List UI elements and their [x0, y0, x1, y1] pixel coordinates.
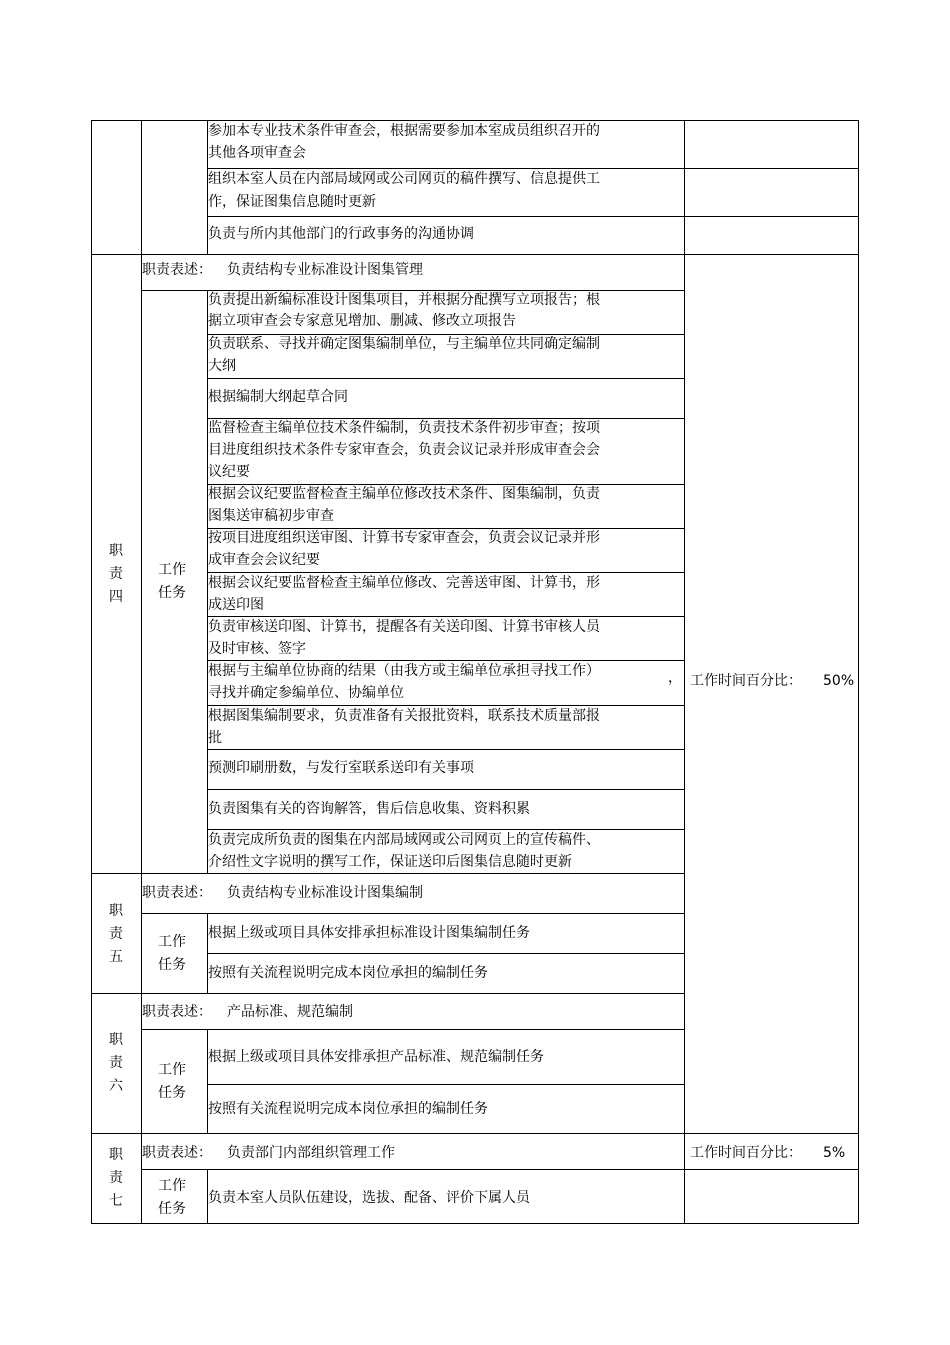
work-task-label: [152, 559, 192, 605]
task-line: 议纪要: [208, 464, 250, 480]
work-task-label: [152, 1059, 192, 1105]
time-percent-label: 工作时间百分比：: [690, 673, 802, 689]
time-percent-label: 工作时间百分比：: [690, 1145, 802, 1161]
task-line: 作，保证图集信息随时更新: [208, 194, 376, 210]
duty-label-char: 六: [109, 1078, 123, 1094]
task-line: 及时审核、签字: [208, 641, 306, 657]
grid-line: [207, 1084, 685, 1085]
work-task-label-line: 任务: [158, 1201, 186, 1217]
task-line: 寻找并确定参编单位、协编单位: [208, 685, 404, 701]
duty-label-char: 责: [109, 1055, 123, 1071]
task-line: 负责与所内其他部门的行政事务的沟通协调: [208, 226, 474, 242]
task-line: 负责本室人员队伍建设，选拔、配备、评价下属人员: [208, 1190, 530, 1206]
duty-label-char: 责: [109, 926, 123, 942]
task-line: 负责提出新编标准设计图集项目，并根据分配撰写立项报告；根: [208, 292, 600, 308]
task-line: 介绍性文字说明的撰写工作，保证送印后图集信息随时更新: [208, 854, 572, 870]
duty-label-char: 职: [109, 1032, 123, 1048]
duty-label: [101, 900, 131, 969]
task-line: 根据编制大纲起草合同: [208, 389, 348, 405]
grid-line: [141, 1169, 859, 1170]
task-line: 负责图集有关的咨询解答，售后信息收集、资料积累: [208, 801, 530, 817]
task-line: 目进度组织技术条件专家审查会，负责会议记录并形成审查会会: [208, 442, 600, 458]
grid-line: [207, 378, 685, 379]
task-line: 成审查会会议纪要: [208, 552, 320, 568]
grid-line: [91, 120, 92, 1224]
grid-line: [91, 873, 685, 874]
task-line: 根据图集编制要求，负责准备有关报批资料，联系技术质量部报: [208, 708, 600, 724]
task-line: 大纲: [208, 358, 236, 374]
grid-line: [207, 953, 685, 954]
grid-line: [207, 789, 685, 790]
task-line: 参加本专业技术条件审查会，根据需要参加本室成员组织召开的: [208, 123, 600, 139]
duty-label-char: 五: [109, 949, 123, 965]
time-percent-value: 50%: [823, 673, 855, 689]
task-line: 按项目进度组织送审图、计算书专家审查会，负责会议记录并形: [208, 530, 600, 546]
grid-line: [207, 749, 685, 750]
task-line: 图集送审稿初步审查: [208, 508, 334, 524]
statement-label: 职责表述：: [142, 885, 212, 901]
task-line: 监督检查主编单位技术条件编制，负责技术条件初步审查；按项: [208, 420, 600, 436]
task-line: 负责联系、寻找并确定图集编制单位，与主编单位共同确定编制: [208, 336, 600, 352]
duty-label-char: 职: [109, 543, 123, 559]
task-line: 根据上级或项目具体安排承担标准设计图集编制任务: [208, 925, 530, 941]
duty-label-char: 职: [109, 1147, 123, 1163]
statement-label: 职责表述：: [142, 262, 212, 278]
task-line: 按照有关流程说明完成本岗位承担的编制任务: [208, 1101, 488, 1117]
duty-label-char: 七: [109, 1193, 123, 1209]
duty-label: [101, 1029, 131, 1098]
work-task-label: [152, 931, 192, 977]
task-line: 根据上级或项目具体安排承担产品标准、规范编制任务: [208, 1049, 544, 1065]
statement-text: 负责结构专业标准设计图集管理: [227, 262, 423, 278]
task-line: 按照有关流程说明完成本岗位承担的编制任务: [208, 965, 488, 981]
work-task-label-line: 工作: [158, 562, 186, 578]
statement-text: 负责部门内部组织管理工作: [227, 1145, 395, 1161]
duty-label: [101, 1144, 131, 1213]
task-line: 其他各项审查会: [208, 145, 306, 161]
time-percent-value: 5%: [823, 1145, 846, 1161]
grid-line: [91, 993, 685, 994]
task-line: 批: [208, 730, 222, 746]
grid-line: [91, 1133, 859, 1134]
task-line: 根据会议纪要监督检查主编单位修改、完善送审图、计算书，形: [208, 575, 600, 591]
work-task-label-line: 工作: [158, 934, 186, 950]
task-line: 负责完成所负责的图集在内部局域网或公司网页上的宣传稿件、: [208, 832, 600, 848]
statement-label: 职责表述：: [142, 1145, 212, 1161]
duty-label-char: 责: [109, 566, 123, 582]
work-task-label-line: 任务: [158, 585, 186, 601]
task-line: 据立项审查会专家意见增加、删减、修改立项报告: [208, 313, 516, 329]
trailing-comma: ，: [668, 670, 682, 686]
grid-line: [207, 216, 858, 217]
work-task-label-line: 工作: [158, 1178, 186, 1194]
grid-line: [141, 1029, 685, 1030]
statement-text: 负责结构专业标准设计图集编制: [227, 885, 423, 901]
task-line: 组织本室人员在内部局域网或公司网页的稿件撰写、信息提供工: [208, 171, 600, 187]
task-line: 根据与主编单位协商的结果（由我方或主编单位承担寻找工作）: [208, 663, 600, 679]
grid-line: [141, 120, 142, 1224]
task-line: 根据会议纪要监督检查主编单位修改技术条件、图集编制，负责: [208, 486, 600, 502]
grid-line: [91, 254, 859, 255]
duty-label-char: 责: [109, 1170, 123, 1186]
grid-line: [141, 913, 685, 914]
task-line: 预测印刷册数，与发行室联系送印有关事项: [208, 760, 474, 776]
work-task-label: [152, 1175, 192, 1221]
duty-label-char: 四: [109, 589, 123, 605]
grid-line: [858, 120, 859, 1224]
grid-line: [684, 120, 685, 1224]
work-task-label-line: 工作: [158, 1062, 186, 1078]
duty-label: [101, 540, 131, 609]
duty-label-char: 职: [109, 903, 123, 919]
task-line: 负责审核送印图、计算书，提醒各有关送印图、计算书审核人员: [208, 619, 600, 635]
statement-text: 产品标准、规范编制: [227, 1004, 353, 1020]
task-line: 成送印图: [208, 597, 264, 613]
work-task-label-line: 任务: [158, 1085, 186, 1101]
statement-label: 职责表述：: [142, 1004, 212, 1020]
work-task-label-line: 任务: [158, 957, 186, 973]
